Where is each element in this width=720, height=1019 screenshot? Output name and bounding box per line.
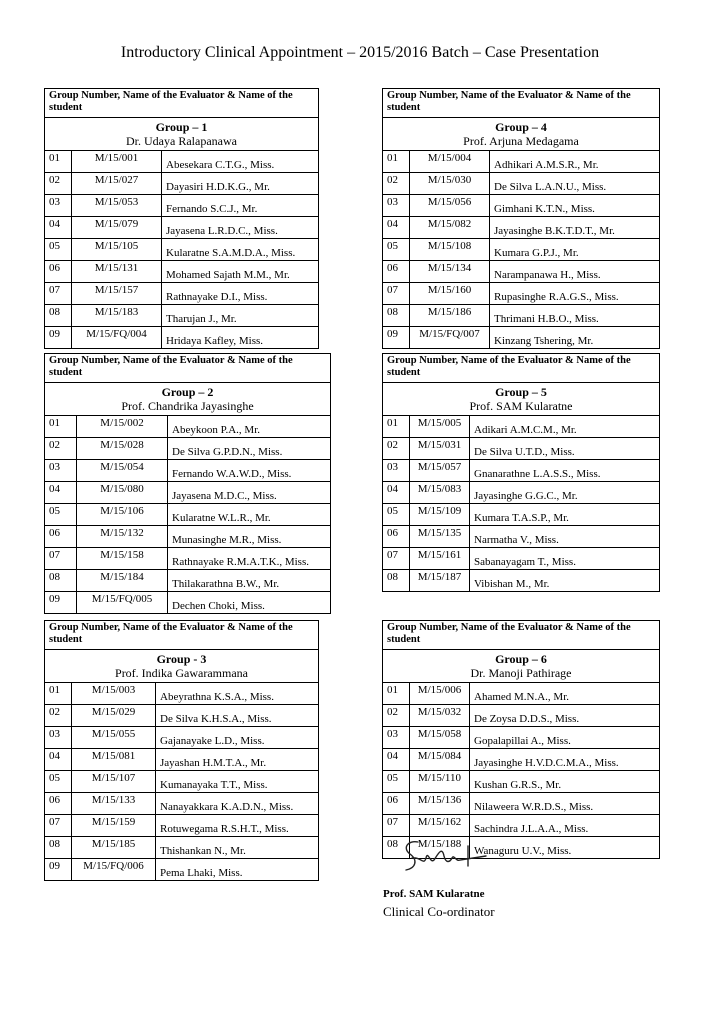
table-row [45,416,331,438]
registration-number: M/15/029 [72,705,156,727]
student-name: Fernando S.C.J., Mr. [162,195,319,217]
student-name: Kularatne S.A.M.D.A., Miss. [162,239,319,261]
student-name: Adikari A.M.C.M., Mr. [470,416,660,438]
student-name: Fernando W.A.W.D., Miss. [168,460,331,482]
student-name: Mohamed Sajath M.M., Mr. [162,261,319,283]
page-title: Introductory Clinical Appointment – 2015/2016 Batch – Case Presentation [120,44,600,61]
row-number: 04 [383,482,410,504]
signatory-title: Clinical Co-ordinator [383,904,495,919]
student-name: Jayasena M.D.C., Miss. [168,482,331,504]
table-row [45,592,331,614]
table-row [383,173,660,195]
evaluator-name: Prof. Chandrika Jayasinghe [121,399,254,413]
student-name: Sachindra J.L.A.A., Miss. [470,815,660,837]
student-name: Nilaweera W.R.D.S., Miss. [470,793,660,815]
row-number: 05 [45,239,72,261]
table-row [45,305,319,327]
table-row [45,217,319,239]
registration-number: M/15/107 [72,771,156,793]
row-number: 03 [45,195,72,217]
registration-number: M/15/083 [410,482,470,504]
student-name: Thishankan N., Mr. [156,837,319,859]
registration-number: M/15/108 [410,239,490,261]
table-row [45,239,319,261]
table-row [383,570,660,592]
row-number: 01 [45,151,72,173]
student-name: Ahamed M.N.A., Mr. [470,683,660,705]
student-name: Rotuwegama R.S.H.T., Miss. [156,815,319,837]
student-name: De Silva U.T.D., Miss. [470,438,660,460]
row-number: 09 [45,327,72,349]
student-name: Gimhani K.T.N., Miss. [490,195,660,217]
student-name: Jayasinghe G.G.C., Mr. [470,482,660,504]
table-row [383,793,660,815]
student-name: Pema Lhaki, Miss. [156,859,319,881]
student-name: Kumara T.A.S.P., Mr. [470,504,660,526]
table-row [45,727,319,749]
row-number: 05 [383,239,410,261]
registration-number: M/15/135 [410,526,470,548]
registration-number: M/15/187 [410,570,470,592]
registration-number: M/15/005 [410,416,470,438]
group-number: Group – 2 [161,385,214,399]
group-number: Group – 5 [495,385,547,399]
row-number: 05 [383,504,410,526]
registration-number: M/15/054 [77,460,168,482]
table-row [45,261,319,283]
table-row [45,438,331,460]
registration-number: M/15/109 [410,504,470,526]
registration-number: M/15/082 [410,217,490,239]
row-number: 07 [383,548,410,570]
row-number: 07 [383,283,410,305]
student-name: De Zoysa D.D.S., Miss. [470,705,660,727]
row-number: 04 [383,217,410,239]
table-row [383,727,660,749]
group-heading [383,650,660,683]
group-2-table [44,353,331,614]
student-name: Kumara G.P.J., Mr. [490,239,660,261]
student-name: Vibishan M., Mr. [470,570,660,592]
student-name: Sabanayagam T., Miss. [470,548,660,570]
student-name: Jayashan H.M.T.A., Mr. [156,749,319,771]
table-row [45,749,319,771]
evaluator-name: Prof. Arjuna Medagama [463,134,579,148]
registration-number: M/15/001 [72,151,162,173]
student-name: Nanayakkara K.A.D.N., Miss. [156,793,319,815]
row-number: 07 [45,283,72,305]
student-name: Kularatne W.L.R., Mr. [168,504,331,526]
table-row [383,283,660,305]
row-number: 06 [45,526,77,548]
student-name: De Silva L.A.N.U., Miss. [490,173,660,195]
registration-number: M/15/161 [410,548,470,570]
table-row [45,815,319,837]
handwritten-signature [398,836,490,878]
table-row [383,195,660,217]
table-row [383,217,660,239]
row-number: 01 [383,151,410,173]
student-name: Tharujan J., Mr. [162,305,319,327]
group-3-table [44,620,319,881]
table-row [45,460,331,482]
registration-number: M/15/027 [72,173,162,195]
table-row [383,749,660,771]
table-row [383,416,660,438]
student-name: Adhikari A.M.S.R., Mr. [490,151,660,173]
row-number: 09 [45,592,77,614]
registration-number: M/15/FQ/006 [72,859,156,881]
row-number: 06 [383,261,410,283]
registration-number: M/15/002 [77,416,168,438]
table-row [383,504,660,526]
table-row [45,283,319,305]
table-row [383,482,660,504]
table-row [383,815,660,837]
student-name: De Silva K.H.S.A., Miss. [156,705,319,727]
row-number: 03 [45,727,72,749]
table-row [383,460,660,482]
registration-number: M/15/106 [77,504,168,526]
student-name: Narampanawa H., Miss. [490,261,660,283]
student-name: Jayasinghe H.V.D.C.M.A., Miss. [470,749,660,771]
registration-number: M/15/FQ/004 [72,327,162,349]
row-number: 09 [45,859,72,881]
registration-number: M/15/081 [72,749,156,771]
row-number: 07 [45,548,77,570]
student-name: Thrimani H.B.O., Miss. [490,305,660,327]
registration-number: M/15/132 [77,526,168,548]
registration-number: M/15/158 [77,548,168,570]
student-name: Gopalapillai A., Miss. [470,727,660,749]
student-name: Hridaya Kafley, Miss. [162,327,319,349]
table-row [383,239,660,261]
table-row [45,705,319,727]
group-5-table [382,353,660,592]
student-name: Abeykoon P.A., Mr. [168,416,331,438]
table-row [45,548,331,570]
table-row [45,859,319,881]
group-heading [45,118,319,151]
table-row [383,526,660,548]
row-number: 02 [383,705,410,727]
row-number: 02 [45,173,72,195]
registration-number: M/15/032 [410,705,470,727]
row-number: 02 [45,438,77,460]
table-row [383,548,660,570]
registration-number: M/15/160 [410,283,490,305]
student-name: Rathnayake D.I., Miss. [162,283,319,305]
student-name: Kumanayaka T.T., Miss. [156,771,319,793]
table-row [383,327,660,349]
registration-number: M/15/003 [72,683,156,705]
row-number: 08 [383,570,410,592]
group-number: Group – 6 [495,652,547,666]
table-row [383,771,660,793]
registration-number: M/15/058 [410,727,470,749]
student-name: Narmatha V., Miss. [470,526,660,548]
row-number: 03 [383,460,410,482]
table-row [45,683,319,705]
table-header: Group Number, Name of the Evaluator & Name of the student [383,621,660,650]
registration-number: M/15/162 [410,815,470,837]
registration-number: M/15/031 [410,438,470,460]
row-number: 01 [383,683,410,705]
row-number: 08 [45,305,72,327]
table-row [45,837,319,859]
student-name: Rupasinghe R.A.G.S., Miss. [490,283,660,305]
registration-number: M/15/056 [410,195,490,217]
group-heading [383,383,660,416]
table-row [45,504,331,526]
registration-number: M/15/188 [410,837,470,859]
registration-number: M/15/FQ/005 [77,592,168,614]
evaluator-name: Prof. Indika Gawarammana [115,666,248,680]
student-name: Jayasinghe B.K.T.D.T., Mr. [490,217,660,239]
table-header: Group Number, Name of the Evaluator & Name of the student [45,354,331,383]
registration-number: M/15/131 [72,261,162,283]
registration-number: M/15/079 [72,217,162,239]
row-number: 06 [45,261,72,283]
evaluator-name: Dr. Udaya Ralapanawa [126,134,237,148]
registration-number: M/15/084 [410,749,470,771]
registration-number: M/15/183 [72,305,162,327]
table-row [45,195,319,217]
student-name: Kushan G.R.S., Mr. [470,771,660,793]
signatory-name: Prof. SAM Kularatne [383,888,485,900]
row-number: 02 [383,173,410,195]
row-number: 09 [383,327,410,349]
table-row [383,151,660,173]
row-number: 01 [45,416,77,438]
row-number: 08 [383,837,410,859]
registration-number: M/15/133 [72,793,156,815]
table-row [383,705,660,727]
group-number: Group – 4 [495,120,547,134]
group-heading [45,650,319,683]
registration-number: M/15/028 [77,438,168,460]
table-row [45,570,331,592]
student-name: Abesekara C.T.G., Miss. [162,151,319,173]
table-header: Group Number, Name of the Evaluator & Name of the student [383,354,660,383]
student-name: Wanaguru U.V., Miss. [470,837,660,859]
registration-number: M/15/136 [410,793,470,815]
registration-number: M/15/FQ/007 [410,327,490,349]
group-number: Group - 3 [156,652,207,666]
row-number: 04 [45,749,72,771]
row-number: 02 [45,705,72,727]
evaluator-name: Dr. Manoji Pathirage [470,666,572,680]
student-name: Gnanarathne L.A.S.S., Miss. [470,460,660,482]
table-row [383,683,660,705]
registration-number: M/15/006 [410,683,470,705]
table-header: Group Number, Name of the Evaluator & Name of the student [45,89,319,118]
registration-number: M/15/186 [410,305,490,327]
row-number: 03 [45,460,77,482]
student-name: Kinzang Tshering, Mr. [490,327,660,349]
registration-number: M/15/105 [72,239,162,261]
row-number: 03 [383,195,410,217]
table-header: Group Number, Name of the Evaluator & Name of the student [383,89,660,118]
row-number: 01 [383,416,410,438]
row-number: 04 [383,749,410,771]
table-row [45,151,319,173]
registration-number: M/15/157 [72,283,162,305]
table-row [45,482,331,504]
registration-number: M/15/057 [410,460,470,482]
row-number: 08 [45,837,72,859]
row-number: 04 [45,217,72,239]
group-number: Group – 1 [155,120,208,134]
table-row [383,438,660,460]
registration-number: M/15/053 [72,195,162,217]
student-name: Thilakarathna B.W., Mr. [168,570,331,592]
row-number: 03 [383,727,410,749]
row-number: 06 [383,793,410,815]
registration-number: M/15/004 [410,151,490,173]
table-row [45,327,319,349]
row-number: 05 [45,504,77,526]
table-row [45,173,319,195]
row-number: 06 [383,526,410,548]
row-number: 08 [45,570,77,592]
group-heading [45,383,331,416]
row-number: 07 [45,815,72,837]
student-name: Dechen Choki, Miss. [168,592,331,614]
student-name: Dayasiri H.D.K.G., Mr. [162,173,319,195]
student-name: Munasinghe M.R., Miss. [168,526,331,548]
student-name: De Silva G.P.D.N., Miss. [168,438,331,460]
table-row [383,305,660,327]
group-6-table [382,620,660,859]
row-number: 06 [45,793,72,815]
table-row [45,771,319,793]
row-number: 08 [383,305,410,327]
student-name: Jayasena L.R.D.C., Miss. [162,217,319,239]
row-number: 04 [45,482,77,504]
table-row [383,261,660,283]
registration-number: M/15/184 [77,570,168,592]
group-heading [383,118,660,151]
registration-number: M/15/110 [410,771,470,793]
row-number: 05 [45,771,72,793]
row-number: 01 [45,683,72,705]
student-name: Gajanayake L.D., Miss. [156,727,319,749]
group-4-table [382,88,660,349]
table-header: Group Number, Name of the Evaluator & Name of the student [45,621,319,650]
student-name: Abeyrathna K.S.A., Miss. [156,683,319,705]
row-number: 02 [383,438,410,460]
table-row [45,526,331,548]
registration-number: M/15/055 [72,727,156,749]
registration-number: M/15/185 [72,837,156,859]
row-number: 07 [383,815,410,837]
group-1-table [44,88,319,349]
registration-number: M/15/134 [410,261,490,283]
registration-number: M/15/080 [77,482,168,504]
registration-number: M/15/159 [72,815,156,837]
registration-number: M/15/030 [410,173,490,195]
row-number: 05 [383,771,410,793]
evaluator-name: Prof. SAM Kularatne [469,399,573,413]
student-name: Rathnayake R.M.A.T.K., Miss. [168,548,331,570]
table-row [45,793,319,815]
